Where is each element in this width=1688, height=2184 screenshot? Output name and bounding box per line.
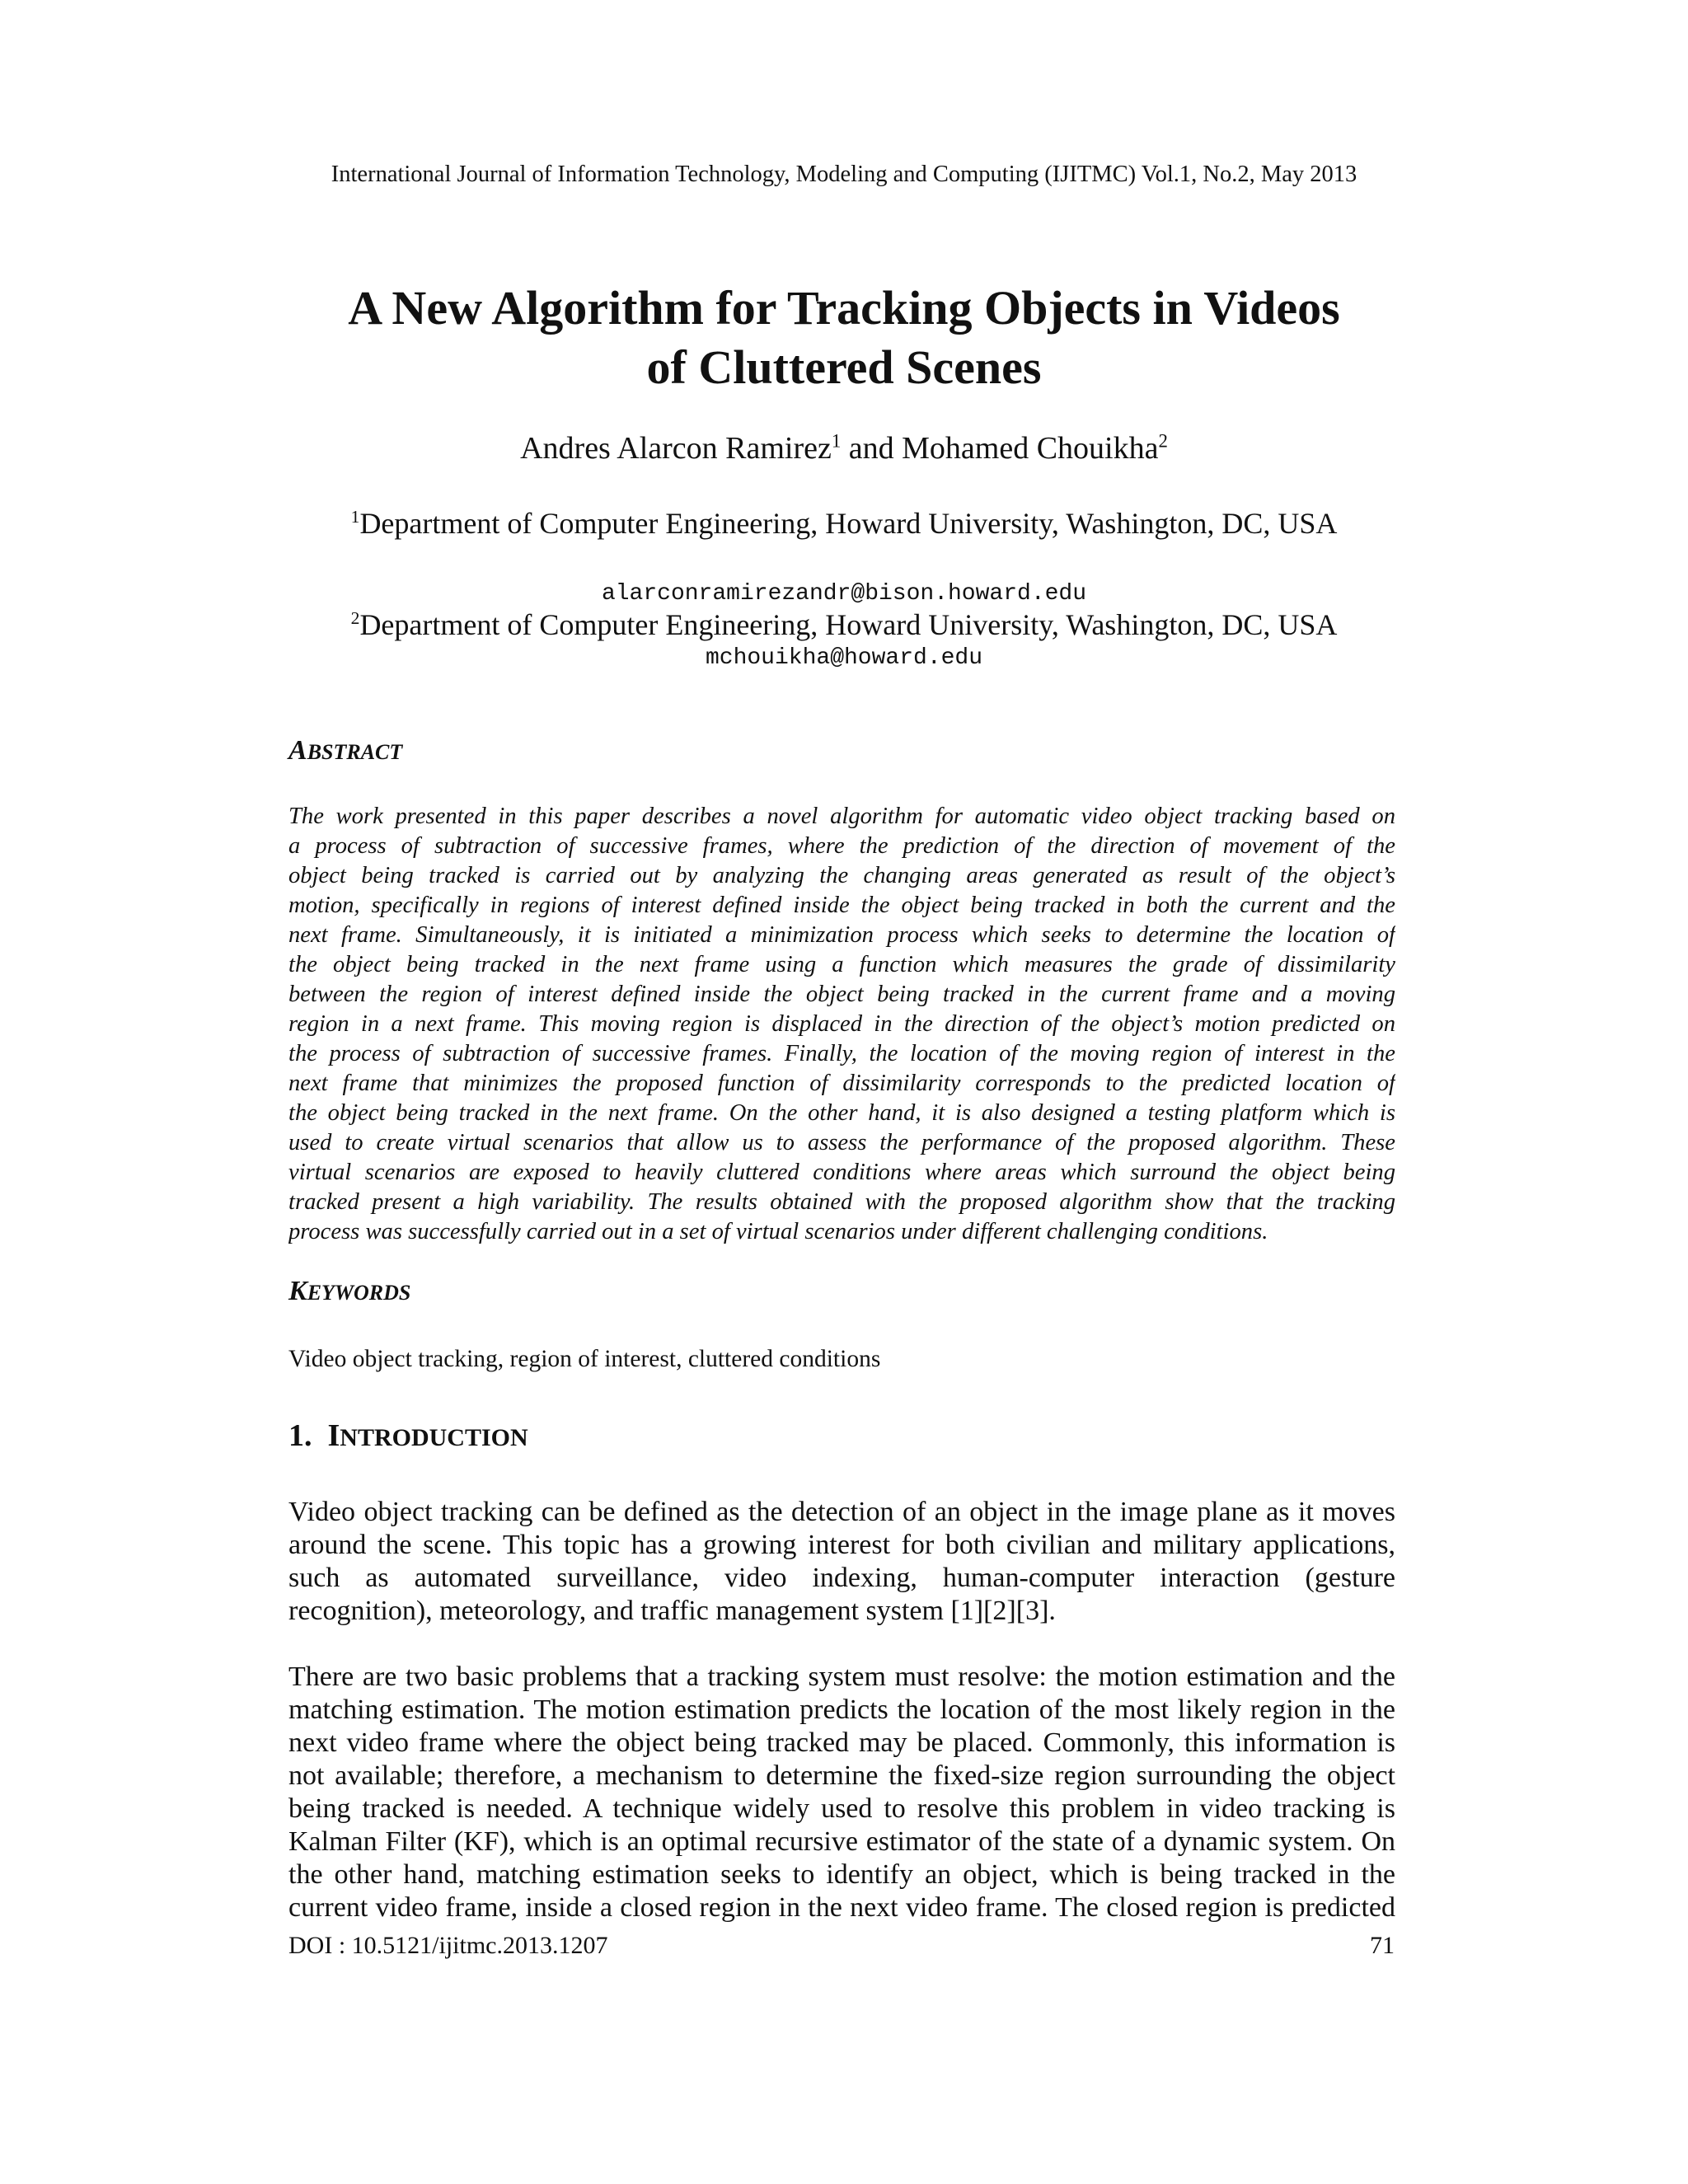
affiliation-2-text: Department of Computer Engineering, Howard University, Washington, DC, USA	[359, 608, 1338, 641]
title-line-1: A New Algorithm for Tracking Objects in Videos	[348, 281, 1340, 335]
email-1: alarconramirezandr@bison.howard.edu	[601, 581, 1087, 607]
keywords-text: Video object tracking, region of interest, cluttered conditions	[288, 1346, 881, 1372]
affiliation-2-mark: 2	[350, 608, 360, 628]
abstract-line: between the region of interest defined inside the object being tracked in the current frame and a moving	[288, 982, 1395, 1007]
abstract-heading-rest: BSTRACT	[307, 740, 403, 764]
abstract-line: next frame. Simultaneously, it is initiated a minimization process which seeks to determine the location of	[288, 922, 1395, 948]
paragraph-line: matching estimation. The motion estimation predicts the location of the most likely region in the	[288, 1694, 1395, 1725]
paragraph-line: current video frame, inside a closed region in the next video frame. The closed region is predicted	[288, 1892, 1395, 1923]
paragraph-line: next video frame where the object being tracked may be placed. Commonly, this information is	[288, 1727, 1395, 1758]
paragraph-line: such as automated surveillance, video indexing, human-computer interaction (gesture	[288, 1563, 1395, 1593]
paper-title	[0, 279, 1688, 397]
abstract-line: the process of subtraction of successive frames. Finally, the location of the moving region of interest in the	[288, 1041, 1395, 1066]
section-number: 1.	[288, 1418, 312, 1453]
keywords-heading-initial: K	[288, 1276, 307, 1306]
doi: DOI : 10.5121/ijitmc.2013.1207	[288, 1932, 608, 1959]
abstract-line: a process of subtraction of successive frames, where the prediction of the direction of movement of the	[288, 833, 1395, 859]
abstract-line: the object being tracked in the next frame. On the other hand, it is also designed a testing platform which is	[288, 1100, 1395, 1126]
abstract-line: used to create virtual scenarios that allow us to assess the performance of the proposed algorithm. These	[288, 1130, 1395, 1155]
keywords-heading-rest: EYWORDS	[307, 1281, 411, 1305]
author-2-affiliation-mark: 2	[1158, 430, 1168, 452]
abstract-heading-initial: A	[288, 735, 307, 766]
page-number: 71	[1370, 1932, 1395, 1959]
abstract-line: next frame that minimizes the proposed function of dissimilarity corresponds to the predicted location of	[288, 1071, 1395, 1096]
abstract-line: virtual scenarios are exposed to heavily cluttered conditions where areas which surround the object being	[288, 1160, 1395, 1185]
paragraph-line: There are two basic problems that a tracking system must resolve: the motion estimation and the	[288, 1661, 1395, 1692]
abstract-heading	[288, 735, 402, 766]
abstract-line: the object being tracked in the next frame using a function which measures the grade of dissimilarity	[288, 952, 1395, 977]
author-list	[0, 430, 1688, 466]
affiliation-1	[0, 506, 1688, 541]
introduction-heading-initial: I	[327, 1418, 340, 1453]
abstract-line: object being tracked is carried out by analyzing the changing areas generated as result of the object’s	[288, 863, 1395, 888]
abstract-line: The work presented in this paper describes a novel algorithm for automatic video object tracking based on	[288, 804, 1395, 829]
paragraph-line: recognition), meteorology, and traffic management system [1][2][3].	[288, 1596, 1056, 1626]
affiliation-1-text: Department of Computer Engineering, Howard University, Washington, DC, USA	[359, 507, 1338, 540]
paragraph-line: Kalman Filter (KF), which is an optimal recursive estimator of the state of a dynamic system. On	[288, 1826, 1395, 1857]
author-1: Andres Alarcon Ramirez	[520, 431, 832, 466]
author-1-affiliation-mark: 1	[831, 430, 842, 452]
abstract-line: motion, specifically in regions of interest defined inside the object being tracked in both the current and the	[288, 893, 1395, 918]
affiliation-2	[0, 607, 1688, 642]
abstract-line: region in a next frame. This moving region is displaced in the direction of the object’s motion predicted on	[288, 1011, 1395, 1037]
affiliation-1-mark: 1	[350, 507, 360, 527]
paragraph-line: the other hand, matching estimation seeks to identify an object, which is being tracked in the	[288, 1859, 1395, 1890]
paragraph-line: around the scene. This topic has a growing interest for both civilian and military applications,	[288, 1530, 1395, 1560]
introduction-heading	[288, 1418, 528, 1454]
title-line-2: of Cluttered Scenes	[646, 340, 1042, 394]
paragraph-line: Video object tracking can be defined as the detection of an object in the image plane as it moves	[288, 1497, 1395, 1527]
email-2: mchouikha@howard.edu	[705, 645, 983, 671]
journal-header: International Journal of Information Technology, Modeling and Computing (IJITMC) Vol.1, No.2, May 2013	[331, 162, 1357, 187]
author-2: and Mohamed Chouikha	[841, 431, 1159, 466]
keywords-heading	[288, 1276, 410, 1307]
paragraph-line: not available; therefore, a mechanism to determine the fixed-size region surrounding the object	[288, 1760, 1395, 1791]
abstract-line: tracked present a high variability. The results obtained with the proposed algorithm show that the tracking	[288, 1189, 1395, 1215]
abstract-line: process was successfully carried out in a set of virtual scenarios under different challenging conditions.	[288, 1219, 1268, 1244]
introduction-heading-rest: NTRODUCTION	[340, 1424, 528, 1451]
paragraph-line: being tracked is needed. A technique widely used to resolve this problem in video tracking is	[288, 1793, 1395, 1824]
